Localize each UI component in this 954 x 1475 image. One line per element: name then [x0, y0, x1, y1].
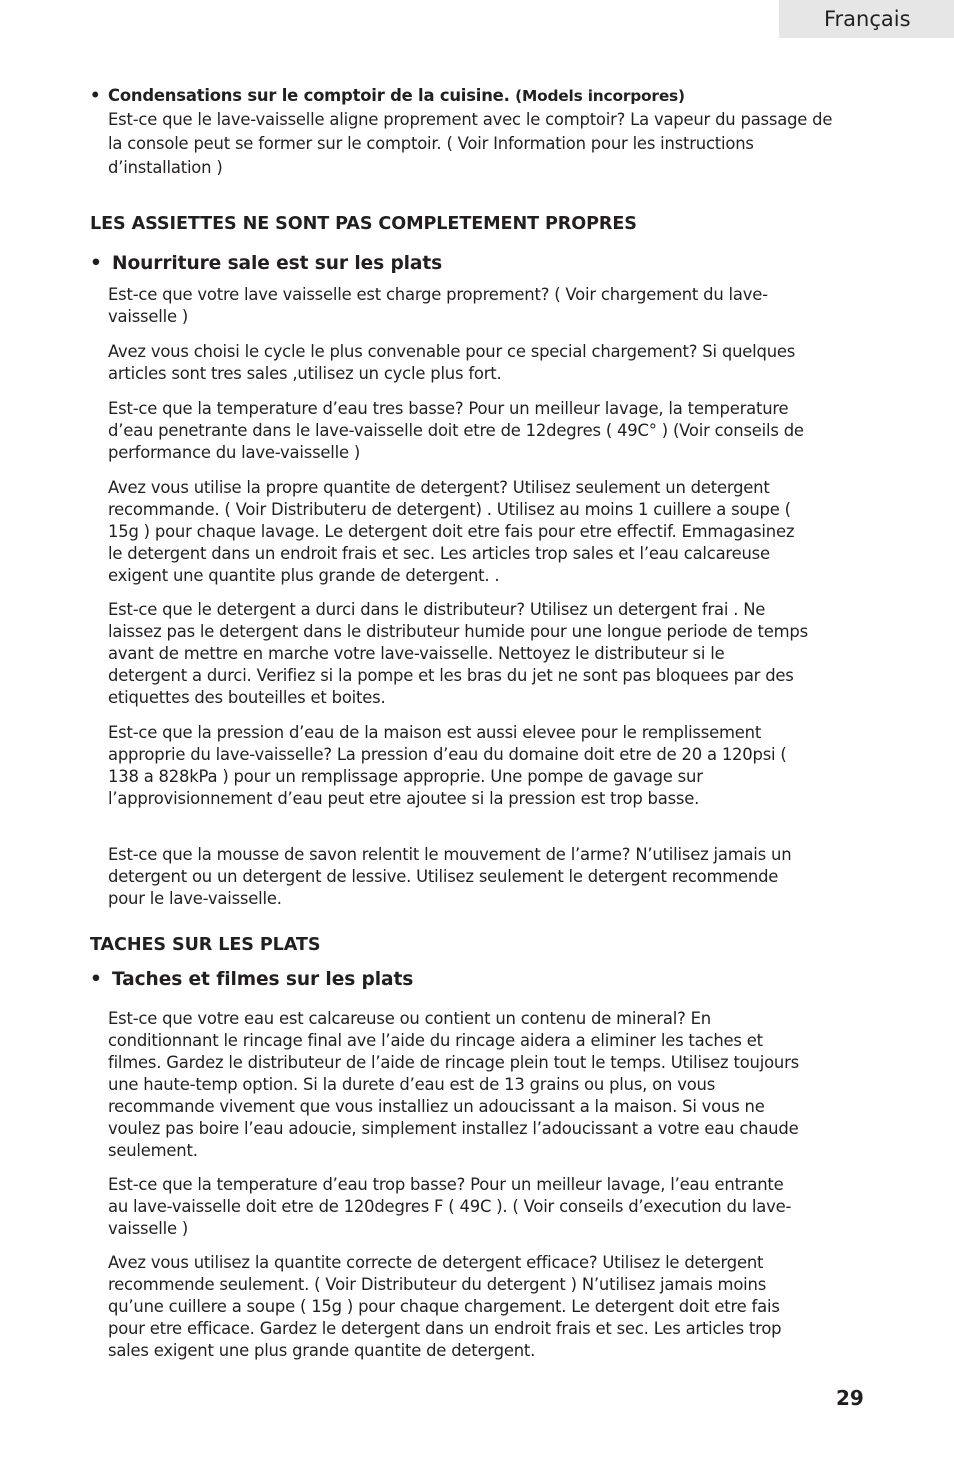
paragraph: Est-ce que la mousse de savon relentit le mouvement de l’arme? N’utilisez jamais un detergent ou un detergent de lessive. Utilisez seulement le detergent recommende pour le lave-vaisselle. — [108, 845, 792, 908]
subsection-title-spots — [90, 969, 413, 990]
page-number: 29 — [836, 1386, 864, 1410]
condensation-heading-text: Condensations sur le comptoir de la cuisine. — [108, 86, 510, 105]
language-tab: Français — [779, 0, 954, 38]
subsection-title-food — [90, 253, 442, 274]
condensation-heading-note: (Models incorpores) — [515, 87, 685, 105]
bullet-dot: • — [90, 86, 101, 105]
condensation-text: Est-ce que le lave-vaisselle aligne proprement avec le comptoir? La vapeur du passage de la console peut se former sur le comptoir. ( Voir Information pour les instructions d’installation ) — [108, 110, 833, 177]
paragraph: Est-ce que votre eau est calcareuse ou contient un contenu de mineral? En conditionnant le rincage final ave l’aide du rincage aidera a eliminer les taches et filmes. Gardez le distributeur de l’aide de rincage plein tout le temps. Utilisez toujours une haute-temp option. Si la durete d’eau est de 13 grains ou plus, on vous recommande vivement que vous installiez un adoucissant a la maison. Si vous ne voulez pas boire l’eau adoucie, simplement installez l’adoucissant a votre eau chaude seulement. — [108, 1009, 799, 1160]
paragraph: Est-ce que la temperature d’eau trop basse? Pour un meilleur lavage, l’eau entrante au lave-vaisselle doit etre de 120degres F ( 49C ). ( Voir conseils d’execution du lave-vaisselle ) — [108, 1175, 792, 1238]
condensation-heading — [90, 84, 850, 108]
paragraph: Est-ce que votre lave vaisselle est charge proprement? ( Voir chargement du lave-vaisselle ) — [108, 285, 768, 326]
paragraph: Est-ce que la temperature d’eau tres basse? Pour un meilleur lavage, la temperature d’eau penetrante dans le lave-vaisselle doit etre de 12degres ( 49C° ) (Voir conseils de performance du lave-vaisselle ) — [108, 399, 804, 462]
subsection-title-spots-text: Taches et filmes sur les plats — [112, 969, 414, 990]
bullet-dot: • — [90, 253, 102, 274]
subsection-title-food-text: Nourriture sale est sur les plats — [112, 253, 443, 274]
paragraph: Avez vous choisi le cycle le plus convenable pour ce special chargement? Si quelques articles sont tres sales ,utilisez un cycle plus fort. — [108, 342, 796, 383]
paragraph: Avez vous utilisez la quantite correcte de detergent efficace? Utilisez le detergent recommende seulement. ( Voir Distributeur du detergent ) N’utilisez jamais moins qu’une cuillere a soupe ( 15g ) pour chaque chargement. Le detergent doit etre fais pour etre efficace. Gardez le detergent dans un endroit frais et sec. Les articles trop sales exigent une plus grande quantite de detergent. — [108, 1253, 782, 1360]
paragraph: Est-ce que le detergent a durci dans le distributeur? Utilisez un detergent frai . Ne laissez pas le detergent dans le distributeur humide pour une longue periode de temps avant de mettre en marche votre lave-vaisselle. Nettoyez le distributeur si le detergent a durci. Verifiez si la pompe et les bras du jet ne sont pas bloquees par des etiquettes des bouteilles et boites. — [108, 600, 808, 707]
bullet-dot: • — [90, 969, 102, 990]
section-title-spots: TACHES SUR LES PLATS — [90, 935, 321, 955]
paragraph: Est-ce que la pression d’eau de la maison est aussi elevee pour le remplissement approprie du lave-vaisselle? La pression d’eau du domaine doit etre de 20 a 120psi ( 138 a 828kPa ) pour un remplissage approprie. Une pompe de gavage sur l’approvisionnement d’eau peut etre ajoutee si la pression est trop basse. — [108, 723, 787, 808]
section-title-dirty: LES ASSIETTES NE SONT PAS COMPLETEMENT PROPRES — [90, 214, 637, 234]
paragraph: Avez vous utilise la propre quantite de detergent? Utilisez seulement un detergent recommande. ( Voir Distributeru de detergent) . Utilisez au moins 1 cuillere a soupe ( 15g ) pour chaque lavage. Le detergent doit etre fais pour etre effectif. Emmagasinez le detergent dans un endroit frais et sec. Les articles trop sales et l’eau calcareuse exigent une quantite plus grande de detergent. . — [108, 478, 795, 585]
condensation-bullet — [90, 84, 850, 180]
